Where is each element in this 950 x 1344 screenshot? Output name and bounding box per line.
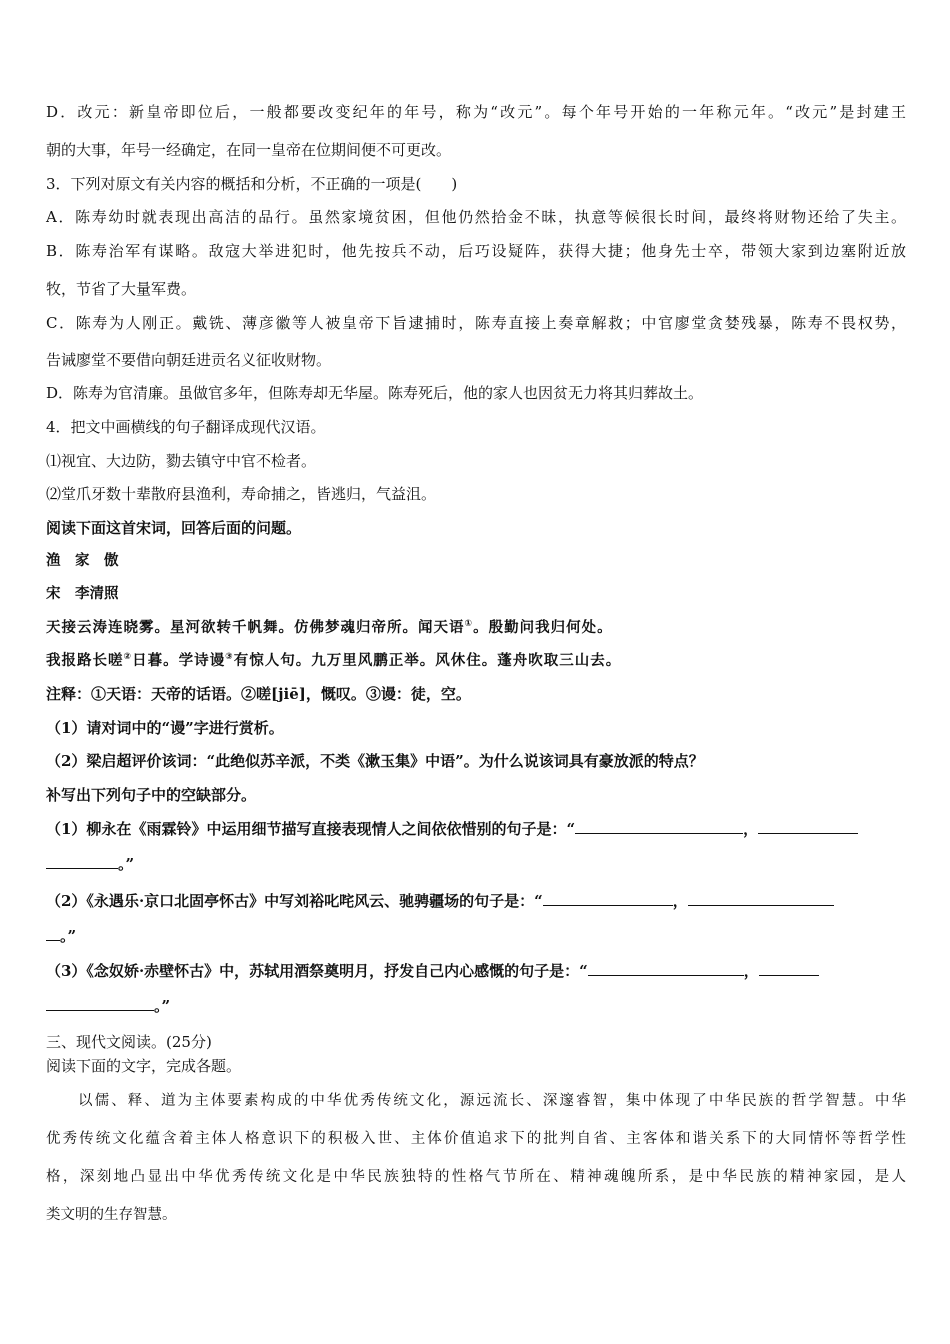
poem-author: 宋 李清照 xyxy=(46,586,119,602)
fill-blank-3-end: 。” xyxy=(154,997,171,1015)
poem-question-1: （1）请对词中的“谩”字进行赏析。 xyxy=(46,719,284,737)
fill-blank-1-comma: ， xyxy=(743,820,759,838)
fill-blank-2-comma: ， xyxy=(672,892,688,910)
option-a: A．陈寿幼时就表现出高洁的品行。虽然家境贫困，但他仍然拾金不昧，执意等候很长时间，最终将财物还给了失主。 xyxy=(46,208,906,226)
fill-blank-1-line-2 xyxy=(46,853,134,874)
option-b-line-2: 牧，节省了大量军费。 xyxy=(46,280,197,298)
poem-notes: 注释：①天语：天帝的话语。②嗟[jiē]，慨叹。③谩：徒，空。 xyxy=(46,685,471,703)
fill-blank-3-line-2 xyxy=(46,995,170,1016)
option-c-line-1: C．陈寿为人刚正。戴铣、薄彦徽等人被皇帝下旨逮捕时，陈寿直接上奏章解救；中官廖堂贪婪残暴，陈寿不畏权势， xyxy=(46,314,906,332)
question-4-sentence-1: ⑴视宜、大边防，勠去镇守中官不检者。 xyxy=(46,452,317,470)
section-3-heading: 三、现代文阅读。(25分) xyxy=(46,1033,212,1051)
poem-line-2-text-b: 日暮。学诗谩 xyxy=(132,653,226,669)
footnote-marker-2: ② xyxy=(123,652,133,663)
poem-line-1-text-b: 。殷勤问我归何处。 xyxy=(473,620,613,636)
answer-blank[interactable] xyxy=(688,890,834,906)
poem-line-1 xyxy=(46,618,613,638)
section-3-instruction: 阅读下面的文字，完成各题。 xyxy=(46,1057,242,1075)
answer-blank[interactable] xyxy=(46,853,118,869)
answer-blank[interactable] xyxy=(588,960,744,976)
poem-line-2-text-a: 我报路长嗟 xyxy=(46,653,124,669)
fill-blank-2-line-1 xyxy=(46,890,834,911)
fill-blank-3-comma: ， xyxy=(743,962,759,980)
fill-blank-1-end: 。” xyxy=(118,855,135,873)
answer-blank[interactable] xyxy=(758,818,858,834)
fill-blank-2-end: 。” xyxy=(60,927,77,945)
poem-title: 渔 家 傲 xyxy=(46,553,119,569)
question-3: 3．下列对原文有关内容的概括和分析，不正确的一项是( ) xyxy=(46,175,458,193)
footnote-marker-3: ③ xyxy=(225,652,234,663)
option-d-q3: D．陈寿为官清廉。虽做官多年，但陈寿却无华屋。陈寿死后，他的家人也因贫无力将其归葬故土。 xyxy=(46,384,704,402)
poem-question-2: （2）梁启超评价该词：“此绝似苏辛派，不类《漱玉集》中语”。为什么说该词具有豪放派的特点？ xyxy=(46,752,704,770)
question-4: 4．把文中画横线的句子翻译成现代汉语。 xyxy=(46,418,326,436)
answer-blank[interactable] xyxy=(46,995,154,1011)
answer-blank[interactable] xyxy=(46,925,60,941)
poem-line-1-text-a: 天接云涛连晓雾。星河欲转千帆舞。仿佛梦魂归帝所。闻天语 xyxy=(46,620,465,636)
option-c-line-2: 告诫廖堂不要借向朝廷进贡名义征收财物。 xyxy=(46,351,332,369)
fill-blank-3-line-1 xyxy=(46,960,819,981)
answer-blank[interactable] xyxy=(575,818,743,834)
passage-line-3: 格，深刻地凸显出中华优秀传统文化是中华民族独特的性格气节所在、精神魂魄所系，是中华民族的精神家园，是人 xyxy=(46,1169,906,1185)
fill-blank-2-line-2 xyxy=(46,925,76,946)
option-b-line-1: B．陈寿治军有谋略。敌寇大举进犯时，他先按兵不动，后巧设疑阵，获得大捷；他身先士卒，带领大家到边塞附近放 xyxy=(46,242,906,260)
passage-line-1: 以儒、释、道为主体要素构成的中华优秀传统文化，源远流长、深邃睿智，集中体现了中华民族的哲学智慧。中华 xyxy=(78,1093,906,1109)
passage-line-4: 类文明的生存智慧。 xyxy=(46,1207,177,1223)
fill-blank-1-line-1 xyxy=(46,818,858,839)
answer-blank[interactable] xyxy=(543,890,673,906)
option-d-line-1: D．改元：新皇帝即位后，一般都要改变纪年的年号，称为“改元”。每个年号开始的一年称元年。“改元”是封建王 xyxy=(46,103,906,121)
passage-line-2: 优秀传统文化蕴含着主体人格意识下的积极入世、主体价值追求下的批判自省、主客体和谐关系下的大同情怀等哲学性 xyxy=(46,1131,906,1147)
option-d-line-2: 朝的大事，年号一经确定，在同一皇帝在位期间便不可更改。 xyxy=(46,141,452,159)
poem-section-heading: 阅读下面这首宋词，回答后面的问题。 xyxy=(46,519,302,537)
answer-blank[interactable] xyxy=(759,960,819,976)
fill-blank-3-prompt: （3）《念奴娇·赤壁怀古》中，苏轼用酒祭奠明月，抒发自己内心感慨的句子是：“ xyxy=(46,962,588,980)
fill-blank-2-prompt: （2）《永遇乐·京口北固亭怀古》中写刘裕叱咤风云、驰骋疆场的句子是：“ xyxy=(46,892,543,910)
poem-line-2-text-c: 有惊人句。九万里风鹏正举。风休住。蓬舟吹取三山去。 xyxy=(233,653,622,669)
question-4-sentence-2: ⑵堂爪牙数十辈散府县渔利，寿命捕之，皆逃归，气益沮。 xyxy=(46,485,437,503)
fill-blank-heading: 补写出下列句子中的空缺部分。 xyxy=(46,786,257,804)
footnote-marker-1: ① xyxy=(464,619,474,630)
poem-line-2 xyxy=(46,651,621,671)
fill-blank-1-prompt: （1）柳永在《雨霖铃》中运用细节描写直接表现情人之间依依惜别的句子是：“ xyxy=(46,820,576,838)
